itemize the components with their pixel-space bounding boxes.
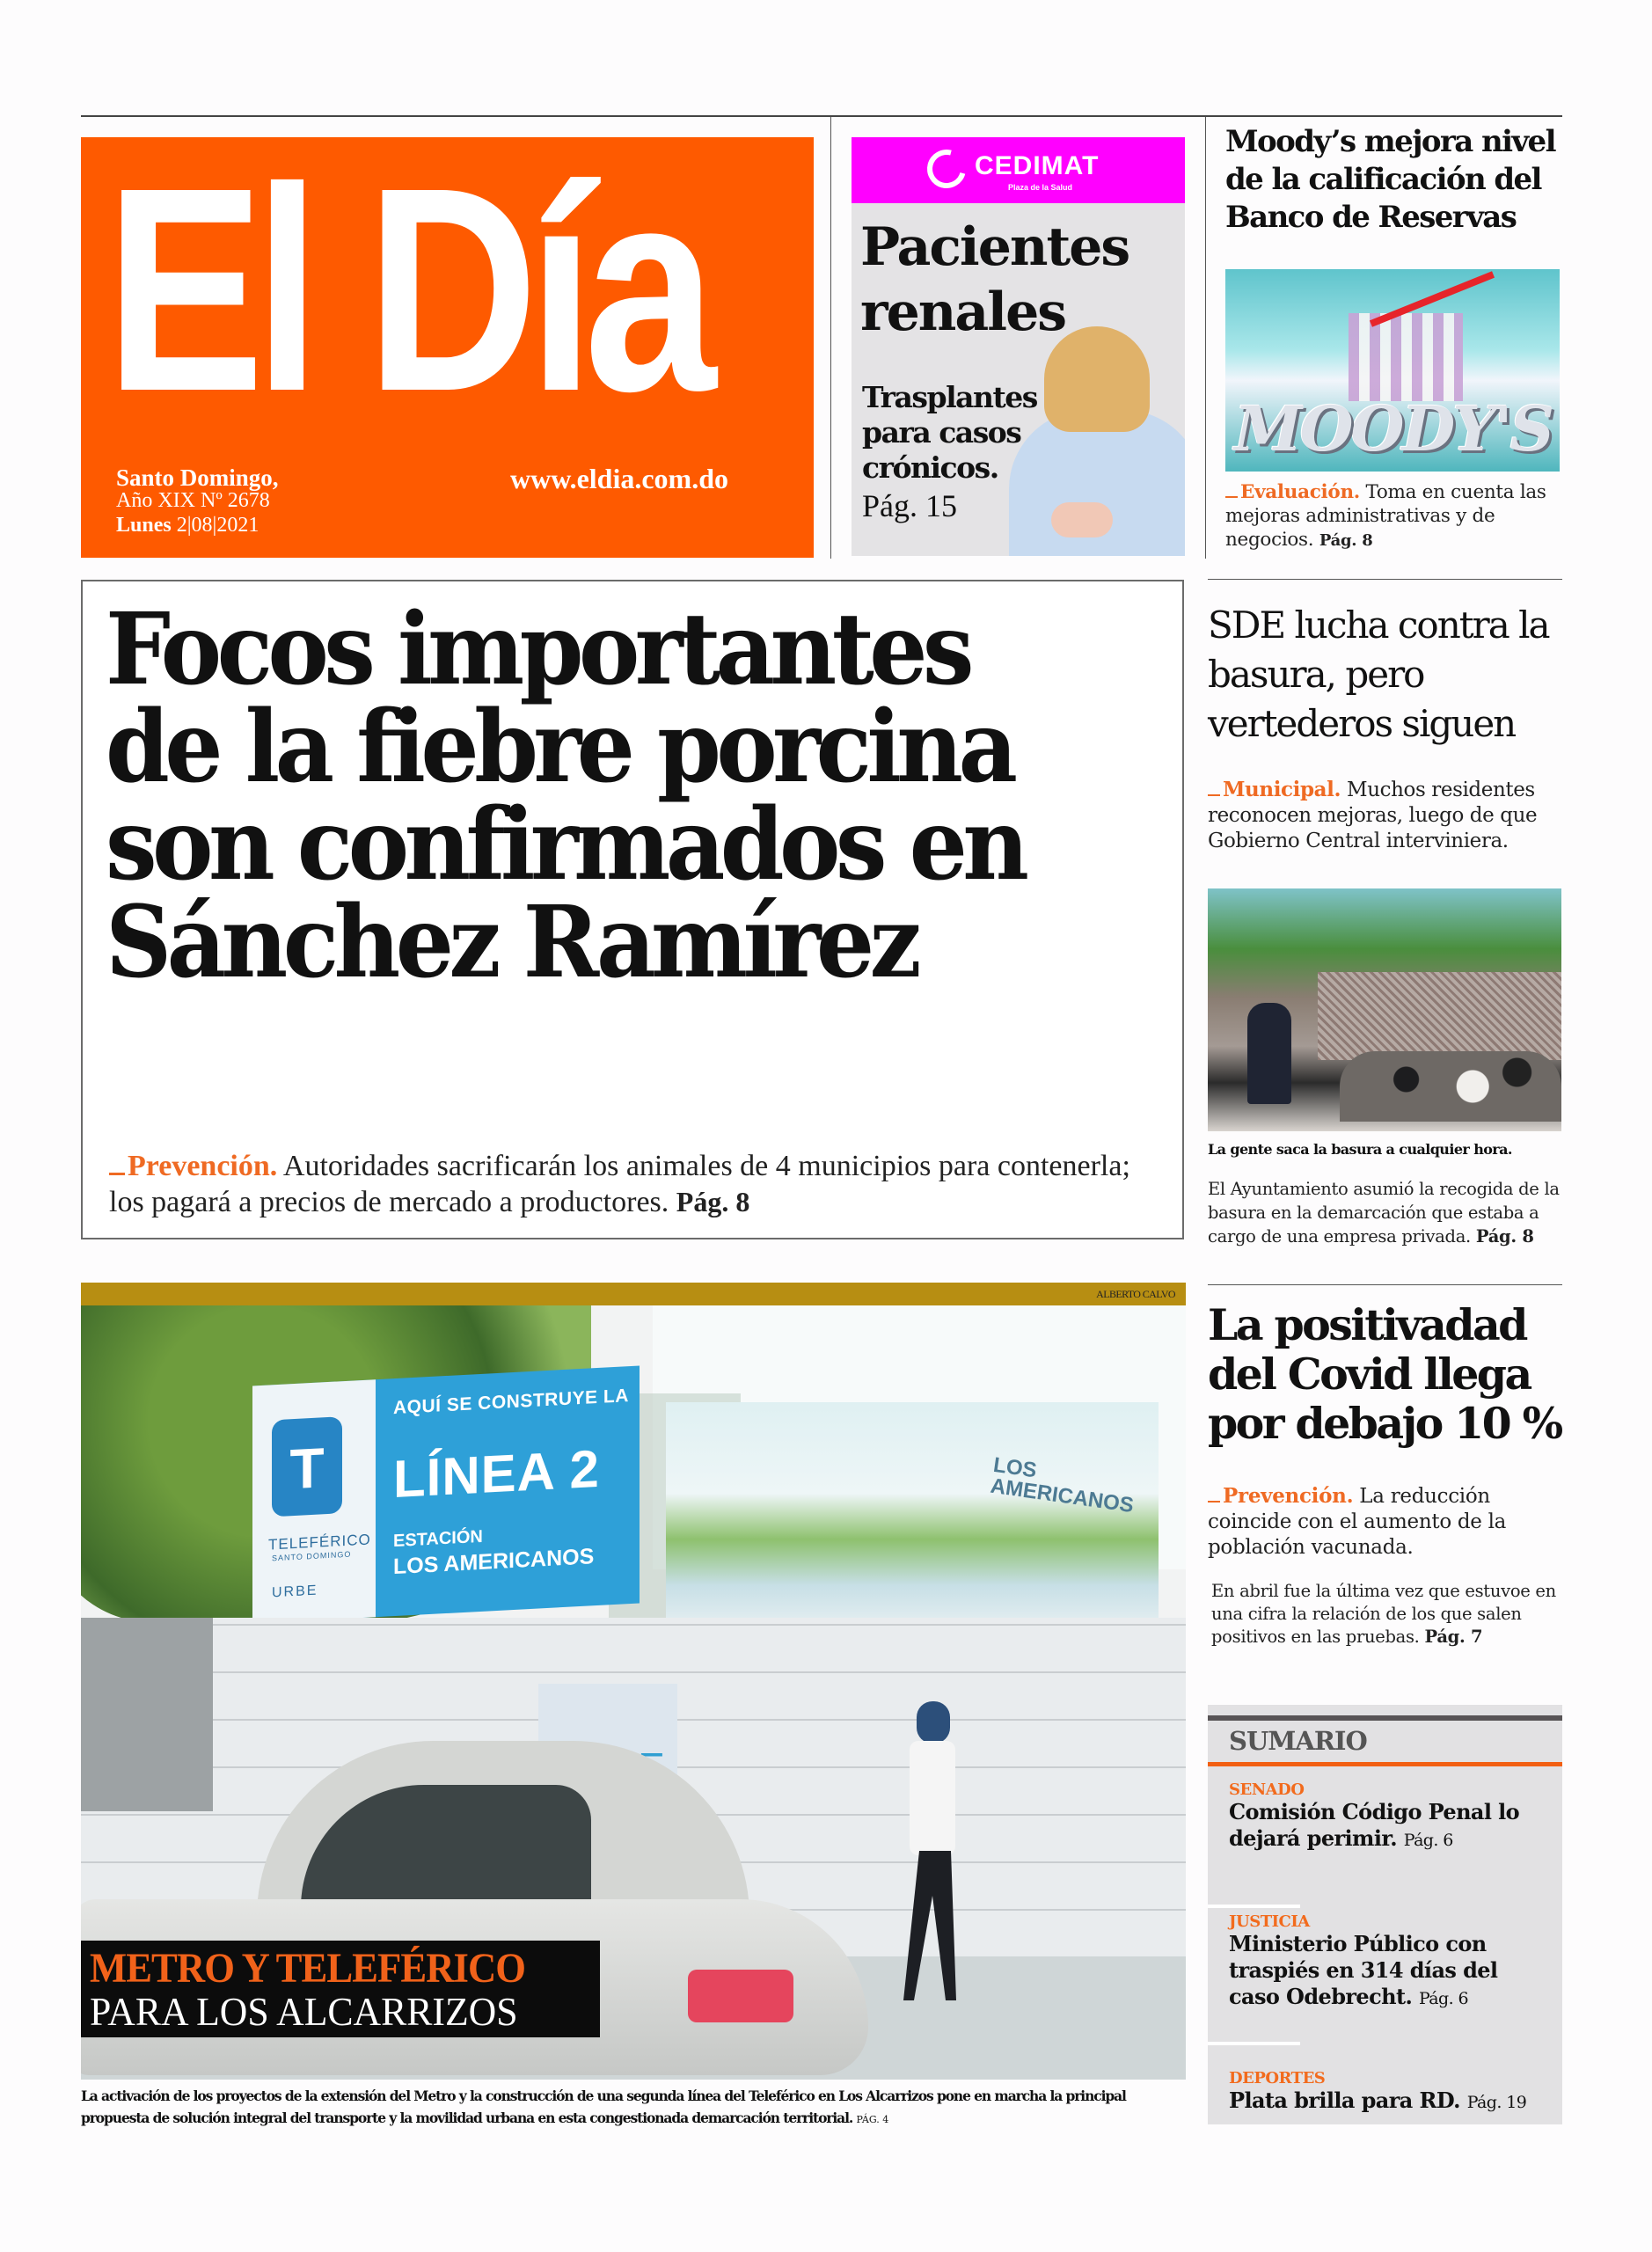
column-divider-1 — [830, 117, 831, 559]
sumario-item-senado[interactable] — [1229, 1780, 1546, 1854]
billboard-logo-panel — [252, 1379, 376, 1623]
car-taillight — [688, 1970, 793, 2022]
sumario-text[interactable] — [1229, 2087, 1546, 2116]
teleferico-logo-icon — [272, 1416, 342, 1517]
promo-title: Pacientes renales — [860, 216, 1129, 343]
right-column-rule-1 — [1208, 579, 1562, 580]
photo-person — [1247, 1003, 1291, 1104]
chart-bars-graphic — [1349, 313, 1463, 401]
photo-caption: La gente saca la basura a cualquier hora. — [1208, 1141, 1512, 1158]
kicker: Municipal. — [1208, 778, 1341, 801]
masthead-date — [116, 514, 259, 537]
sumario-box — [1208, 1705, 1562, 2124]
pedestrian-shirt — [910, 1741, 955, 1855]
masthead-day: Lunes — [116, 514, 172, 537]
page-ref: Pág. 8 — [1319, 531, 1373, 550]
lede-text: Toma en cuenta las mejoras administrativas y de negocios. — [1225, 481, 1546, 551]
page-ref: Pág. 8 — [1475, 1226, 1534, 1247]
page-ref: Pág. 7 — [1424, 1627, 1483, 1647]
sponsor-subtitle: Plaza de la Salud — [1008, 183, 1073, 192]
photo-credit: ALBERTO CALVO — [1096, 1288, 1175, 1300]
sde-story[interactable] — [1208, 601, 1564, 1247]
right-column-rule-2 — [1208, 1284, 1562, 1285]
billboard-brand-sub: SANTO DOMINGO — [272, 1549, 352, 1563]
story-headline[interactable]: SDE lucha contra la basura, pero vertederos siguen — [1208, 603, 1549, 745]
sumario-headline: Comisión Código Penal lo dejará perimir. — [1229, 1799, 1520, 1851]
sumario-top-bar — [1208, 1715, 1562, 1721]
story-lede — [1208, 1483, 1564, 1561]
cedimat-logo-icon — [920, 143, 973, 195]
billboard-line-4: LOS AMERICANOS — [393, 1544, 595, 1580]
page-ref: PÁG. 4 — [856, 2114, 889, 2125]
sumario-headline: Ministerio Público con traspiés en 314 días del caso Odebrecht. — [1229, 1931, 1498, 2009]
lede-text: Autoridades sacrificarán los animales de 4 municipios para contenerla; los pagará a precios de mercado a productores. — [109, 1150, 1130, 1218]
lede-text: Muchos residentes reconocen mejoras, luego de que Gobierno Central interviniera. — [1208, 779, 1538, 852]
story-lede — [1208, 777, 1564, 854]
photo-wall — [1318, 972, 1561, 1060]
story-headline[interactable]: La positivadad del Covid llega por debajo 10 % — [1208, 1299, 1561, 1449]
website-link[interactable]: www.eldia.com.do — [510, 463, 728, 494]
main-lede — [109, 1149, 1165, 1220]
covid-story[interactable] — [1208, 1300, 1564, 1649]
sumario-title: SUMARIO — [1229, 1726, 1367, 1756]
logo-letter: T — [289, 1436, 325, 1502]
photo-title-line-1: METRO Y TELEFÉRICO — [90, 1945, 526, 1992]
lede-text: La reducción coincide con el aumento de la población vacunada. — [1208, 1485, 1507, 1559]
sumario-category: SENADO — [1229, 1780, 1305, 1799]
kicker: Prevención. — [1208, 1484, 1353, 1508]
promo-subtitle: Trasplantes para casos crónicos. — [862, 380, 1037, 485]
billboard-line-3: ESTACIÓN — [393, 1526, 483, 1552]
sponsor-name: CEDIMAT — [975, 151, 1100, 180]
story-body — [1208, 1580, 1564, 1649]
caption-text: La activación de los proyectos de la extensión del Metro y la construcción de una segunda línea del Teleférico en Los Alcarrizos pone en marcha la principal propuesta de solución integral del transporte y la movilidad urbana en esta congestionada demarcación territorial. — [81, 2087, 1126, 2126]
page-ref: Pág. 19 — [1466, 2093, 1527, 2112]
moodys-wordmark: MOODY'S — [1234, 392, 1553, 465]
photo-trash-pile — [1340, 1051, 1561, 1122]
kicker: Evaluación. — [1225, 481, 1360, 503]
moodys-story[interactable] — [1225, 123, 1564, 551]
sumario-accent-bar — [1208, 1762, 1562, 1766]
top-rule — [81, 115, 1562, 117]
sumario-separator — [1208, 2042, 1300, 2045]
sumario-text[interactable] — [1229, 1799, 1546, 1854]
photo-story-caption — [81, 2085, 1189, 2131]
column-divider-2 — [1205, 117, 1206, 559]
sumario-headline: Plata brilla para RD. — [1229, 2087, 1460, 2113]
billboard-line-2: LÍNEA 2 — [393, 1438, 600, 1510]
sumario-item-deportes[interactable] — [1229, 2069, 1546, 2116]
body-text: En abril fue la última vez que estuvoe en una cifra la relación de los que salen positivos en las pruebas. — [1211, 1581, 1556, 1647]
promo-page-ref: Pág. 15 — [862, 488, 957, 523]
pedestrian-head — [917, 1701, 950, 1744]
garbage-photo — [1208, 888, 1561, 1131]
page-ref: Pág. 6 — [1403, 1831, 1453, 1850]
main-headline[interactable]: Focos importantes de la fiebre porcina son confirmados en Sánchez Ramírez — [106, 592, 1025, 1000]
masthead-date-value: 2|08|2021 — [176, 514, 259, 537]
photo-title-box[interactable] — [81, 1941, 600, 2037]
billboard-render — [666, 1402, 1159, 1631]
page-ref: Pág. 6 — [1418, 1989, 1468, 2008]
sumario-text[interactable] — [1229, 1931, 1546, 2012]
logo: El Día — [106, 127, 707, 451]
billboard-line-1: AQUÍ SE CONSTRUYE LA — [393, 1386, 629, 1419]
photo-pedestrian — [890, 1701, 969, 2000]
masthead-city: Santo Domingo, — [116, 464, 279, 491]
billboard-agency: URBE — [272, 1583, 318, 1601]
main-story[interactable] — [81, 580, 1184, 1239]
story-headline[interactable]: Moody’s mejora nivel de la calificación del Banco de Reservas — [1225, 124, 1555, 235]
photo-story[interactable] — [81, 1283, 1186, 2080]
sponsor-band — [852, 137, 1185, 203]
sumario-separator — [1208, 1905, 1300, 1908]
person-hand — [1051, 502, 1113, 537]
sumario-item-justicia[interactable] — [1229, 1912, 1546, 2012]
body-text: El Ayuntamiento asumió la recogida de la basura en la demarcación que estaba a cargo de una empresa privada. — [1208, 1179, 1560, 1247]
masthead-issue: Año XIX Nº 2678 — [116, 489, 270, 512]
photo-title-line-2: PARA LOS ALCARRIZOS — [90, 1989, 518, 2034]
billboard-brand: TELEFÉRICO — [268, 1531, 371, 1554]
masthead[interactable] — [81, 127, 814, 558]
page-ref: Pág. 8 — [676, 1186, 750, 1217]
sumario-category: JUSTICIA — [1229, 1912, 1310, 1931]
render-title: LOS AMERICANOS — [989, 1452, 1136, 1518]
moodys-image — [1225, 269, 1560, 472]
pedestrian-pants — [903, 1851, 956, 2000]
sumario-category: DEPORTES — [1229, 2069, 1326, 2087]
story-body — [1208, 1177, 1564, 1248]
story-lede — [1225, 480, 1564, 552]
promo-box[interactable] — [852, 137, 1185, 556]
kicker: Prevención. — [109, 1150, 277, 1182]
photo-credit-bar — [81, 1283, 1186, 1305]
billboard — [252, 1365, 640, 1623]
